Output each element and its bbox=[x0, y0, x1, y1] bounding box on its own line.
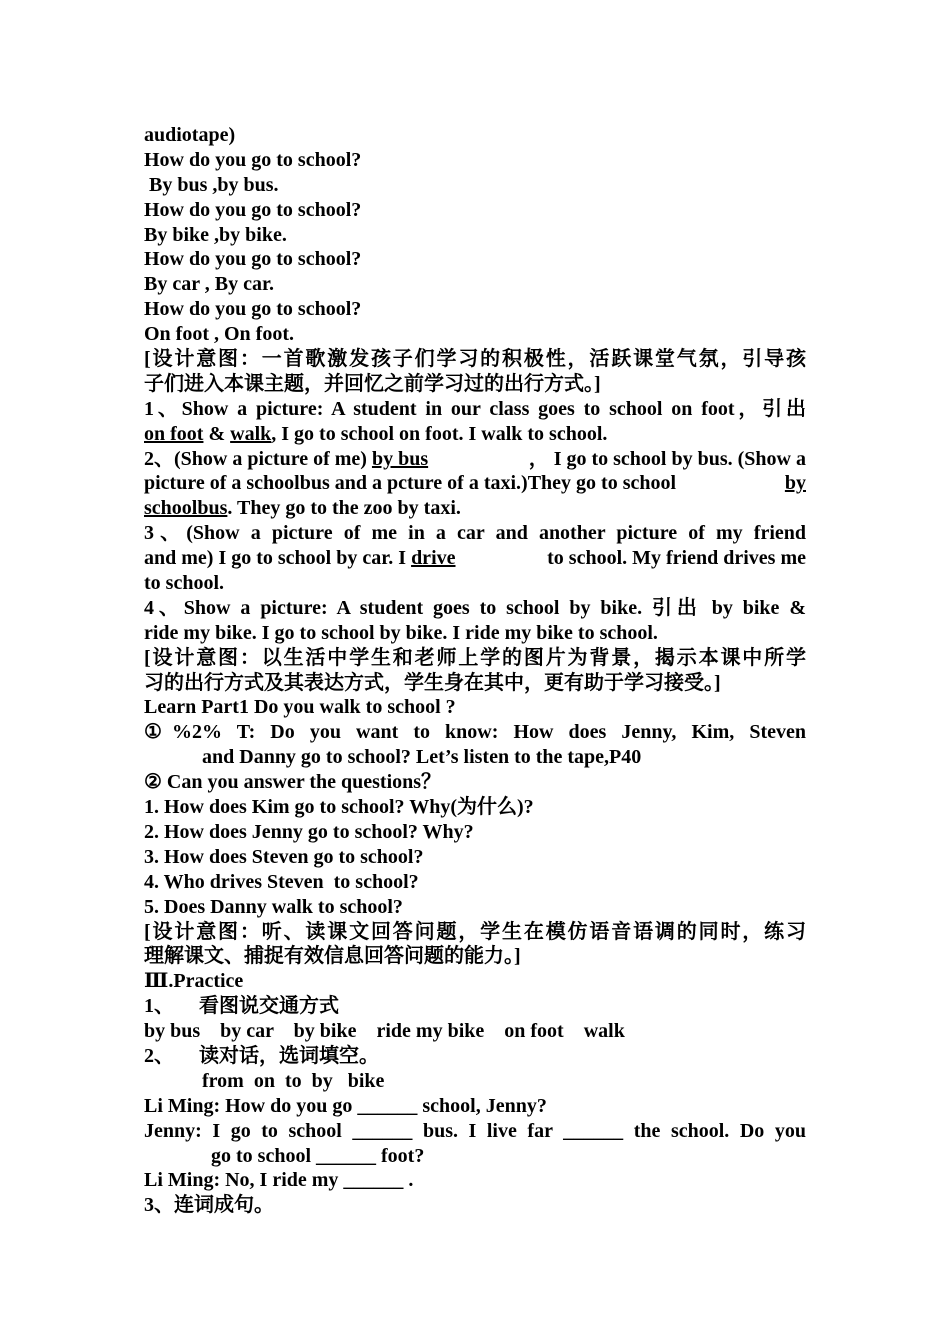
question-item: 1. How does Kim go to school? Why(为什么)? bbox=[144, 796, 534, 819]
word-bank: from on to by bike bbox=[202, 1069, 385, 1092]
design-intent-note: [设计意图：一首歌激发孩子们学习的积极性，活跃课堂气氛，引导孩 bbox=[144, 348, 806, 371]
song-answer: On foot , On foot. bbox=[144, 323, 294, 346]
word-options: by bus by car by bike ride my bike on foot walk bbox=[144, 1020, 625, 1043]
step-3-cont bbox=[144, 546, 806, 571]
underlined-term: drive bbox=[411, 547, 456, 570]
song-question: How do you go to school? bbox=[144, 248, 362, 271]
dialogue-line: Li Ming: No, I ride my ______ . bbox=[144, 1169, 414, 1192]
song-answer: By car , By car. bbox=[144, 273, 274, 296]
underlined-term: on foot bbox=[144, 422, 204, 445]
design-intent-note: 理解课文、捕捉有效信息回答问题的能力。] bbox=[144, 945, 521, 968]
song-question: How do you go to school? bbox=[144, 148, 362, 171]
questions-heading: ② Can you answer the questions？ bbox=[144, 771, 442, 794]
song-question: How do you go to school? bbox=[144, 298, 362, 321]
text-line: audiotape) bbox=[144, 124, 236, 146]
section-heading: Ⅲ.Practice bbox=[144, 970, 244, 993]
practice-item: 1、 看图说交通方式 bbox=[144, 995, 339, 1018]
design-intent-note: 习的出行方式及其表达方式，学生身在其中，更有助于学习接受。] bbox=[144, 671, 721, 694]
underlined-term: by bus bbox=[371, 447, 429, 470]
step-1-cont bbox=[144, 422, 806, 447]
dialogue-line: Li Ming: How do you go ______ school, Jenny? bbox=[144, 1094, 547, 1117]
step-4: 4、Show a picture: A student goes to school by bike. 引出 by bike & bbox=[144, 596, 806, 619]
text-segment: picture of a schoolbus and a pcture of a taxi.)They go to school bbox=[144, 472, 682, 495]
text-segment: to school. My friend drives me bbox=[542, 547, 806, 570]
practice-item: 3、连词成句。 bbox=[144, 1194, 274, 1217]
song-question: How do you go to school? bbox=[144, 198, 362, 221]
underlined-term: schoolbus bbox=[144, 497, 228, 520]
step-1: 1、Show a picture: A student in our class goes to school on foot，引出 bbox=[144, 397, 806, 420]
question-item: 3. How does Steven go to school? bbox=[144, 845, 424, 868]
question-item: 5. Does Danny walk to school? bbox=[144, 895, 403, 918]
practice-item: 2、 读对话，选词填空。 bbox=[144, 1044, 379, 1067]
text-segment: ， I go to school by bus. (Show a bbox=[528, 447, 806, 470]
step-4-cont: ride my bike. I go to school by bike. I ride my bike to school. bbox=[144, 621, 658, 644]
text-segment: and me) I go to school by car. I bbox=[144, 547, 412, 570]
step-2-cont bbox=[144, 496, 806, 521]
question-item: 4. Who drives Steven to school? bbox=[144, 870, 419, 893]
section-heading: Learn Part1 Do you walk to school ? bbox=[144, 696, 456, 719]
dialogue-line-cont: go to school ______ foot? bbox=[211, 1144, 425, 1167]
listening-task: ①%2% T: Do you want to know: How does Jenny, Kim, Steven bbox=[144, 721, 806, 744]
design-intent-note: [设计意图：以生活中学生和老师上学的图片为背景，揭示本课中所学 bbox=[144, 646, 806, 669]
listening-task-cont: and Danny go to school? Let’s listen to the tape,P40 bbox=[202, 746, 642, 769]
text-segment: 2、(Show a picture of me) bbox=[144, 447, 372, 470]
step-2-cont bbox=[144, 471, 806, 496]
design-intent-note: [设计意图：听、读课文回答问题，学生在模仿语音语调的同时，练习 bbox=[144, 920, 806, 943]
underlined-term: by bbox=[784, 472, 806, 495]
text-segment: & bbox=[203, 422, 231, 445]
design-intent-note: 子们进入本课主题，并回忆之前学习过的出行方式。] bbox=[144, 372, 601, 395]
step-2 bbox=[144, 447, 806, 472]
question-item: 2. How does Jenny go to school? Why? bbox=[144, 820, 474, 843]
step-3-cont: to school. bbox=[144, 572, 224, 595]
song-answer: By bus ,by bus. bbox=[144, 173, 279, 196]
dialogue-line: Jenny: I go to school ______ bus. I live far ______ the school. Do you bbox=[144, 1119, 806, 1142]
step-3: 3、(Show a picture of me in a car and another picture of my friend bbox=[144, 522, 806, 545]
text-segment: . They go to the zoo by taxi. bbox=[227, 497, 461, 520]
document-page bbox=[144, 123, 806, 1218]
underlined-term: walk bbox=[230, 422, 272, 445]
text-segment: , I go to school on foot. I walk to school. bbox=[271, 422, 608, 445]
song-answer: By bike ,by bike. bbox=[144, 223, 287, 246]
